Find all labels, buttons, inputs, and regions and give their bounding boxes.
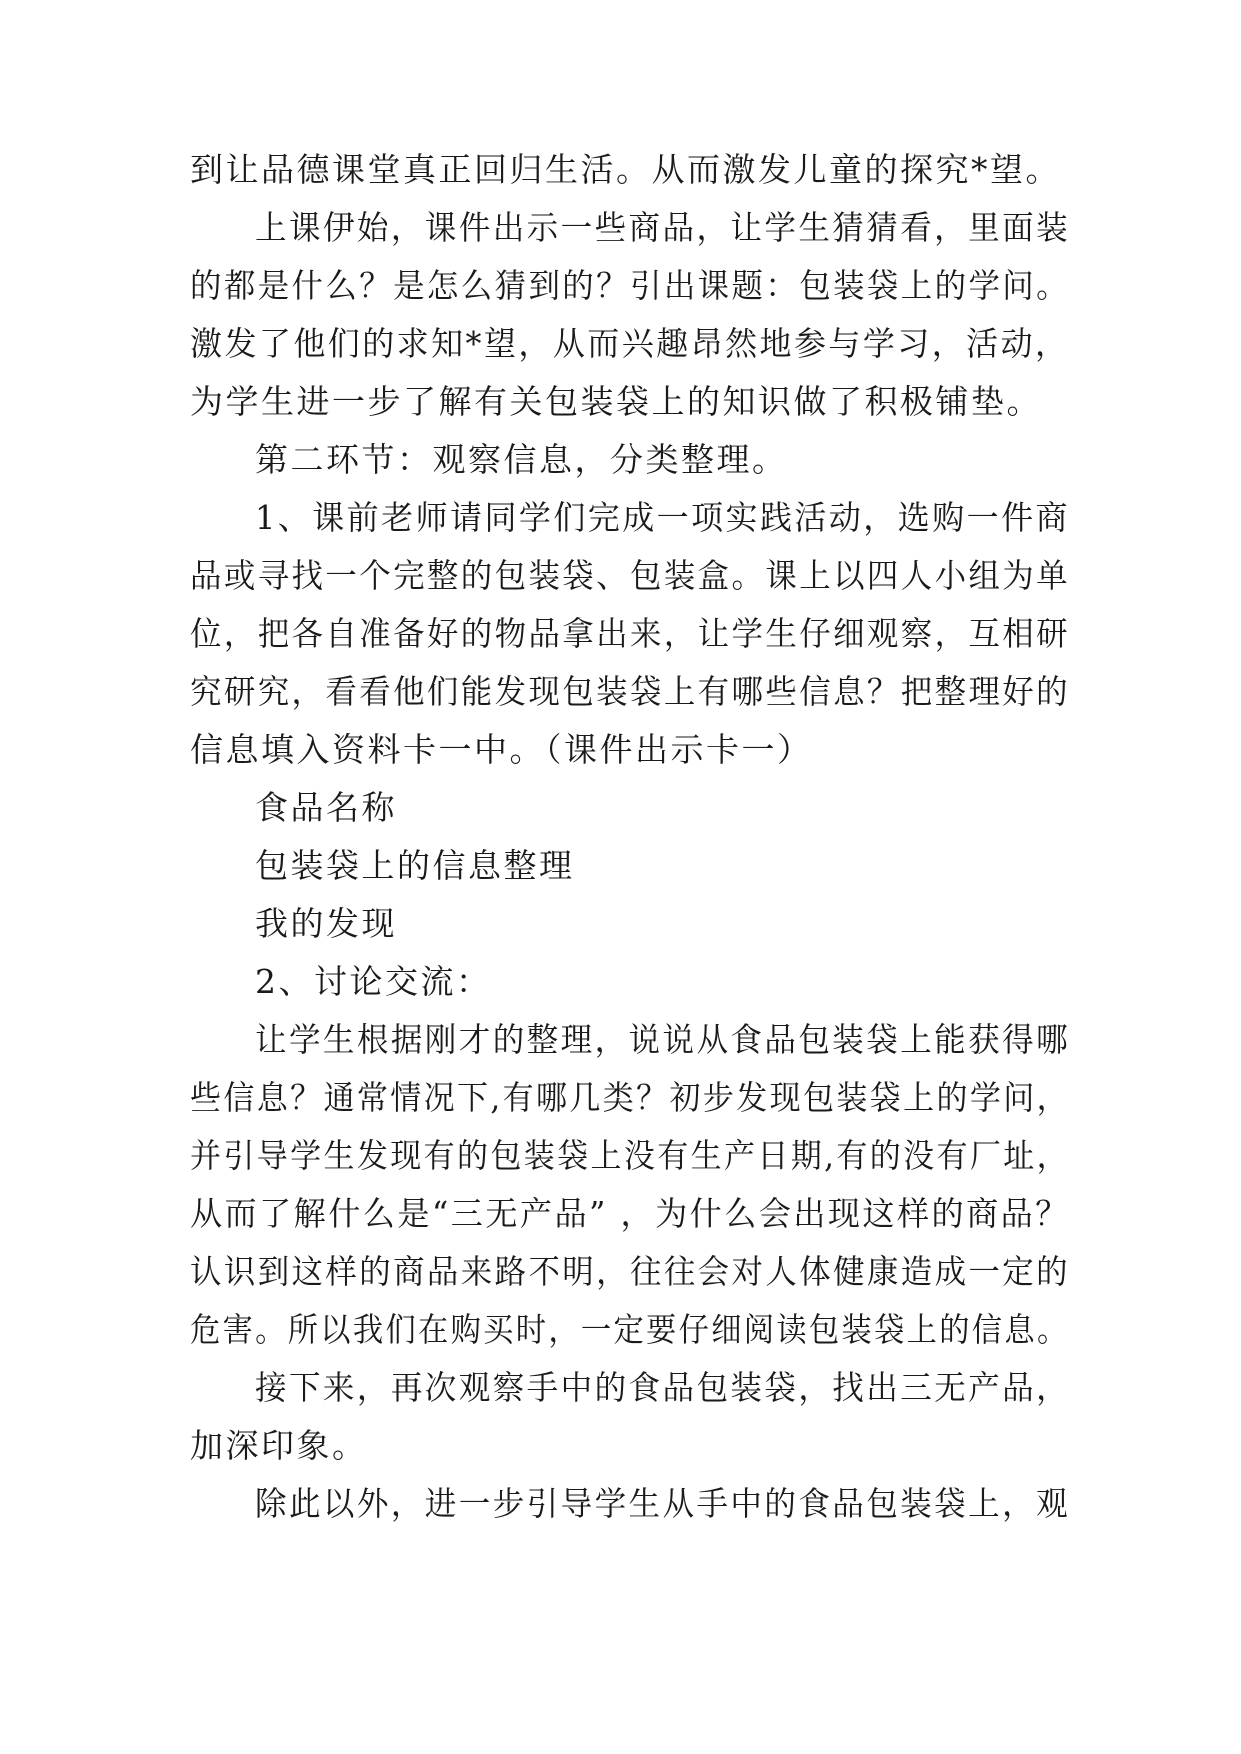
text-line: 让学生根据刚才的整理，说说从食品包装袋上能获得哪 bbox=[255, 1020, 1071, 1059]
text-line: 位，把各自准备好的物品拿出来，让学生仔细观察，互相研 bbox=[190, 614, 1070, 653]
text-line: 除此以外，进一步引导学生从手中的食品包装袋上，观 bbox=[255, 1484, 1071, 1523]
card-field-findings: 我的发现 bbox=[255, 904, 397, 943]
text-line: 信息填入资料卡一中。（课件出示卡一） bbox=[190, 730, 813, 769]
text-line: 到让品德课堂真正回归生活。从而激发儿童的探究*望。 bbox=[190, 150, 1061, 189]
text-line: 些信息？通常情况下,有哪几类？初步发现包装袋上的学问， bbox=[190, 1078, 1071, 1117]
text-line: 上课伊始，课件出示一些商品，让学生猜猜看，里面装 bbox=[255, 208, 1071, 247]
card-field-food-name: 食品名称 bbox=[255, 788, 397, 827]
text-line: 危害。所以我们在购买时，一定要仔细阅读包装袋上的信息。 bbox=[190, 1310, 1070, 1349]
text-line: 为学生进一步了解有关包装袋上的知识做了积极铺垫。 bbox=[190, 382, 1042, 421]
text-line: 1、课前老师请同学们完成一项实践活动，选购一件商 bbox=[255, 498, 1070, 537]
text-line: 认识到这样的商品来路不明，往往会对人体健康造成一定的 bbox=[190, 1252, 1070, 1291]
text-line: 从而了解什么是“三无产品” ，为什么会出现这样的商品？ bbox=[190, 1194, 1070, 1233]
section-heading: 第二环节：观察信息，分类整理。 bbox=[255, 440, 788, 479]
text-line: 2、讨论交流： bbox=[255, 962, 492, 1001]
text-line: 究研究，看看他们能发现包装袋上有哪些信息？把整理好的 bbox=[190, 672, 1070, 711]
text-line: 加深印象。 bbox=[190, 1426, 368, 1465]
text-line: 激发了他们的求知*望，从而兴趣昂然地参与学习，活动， bbox=[190, 324, 1070, 363]
text-line: 的都是什么？是怎么猜到的？引出课题：包装袋上的学问。 bbox=[190, 266, 1070, 305]
text-line: 品或寻找一个完整的包装袋、包装盒。课上以四人小组为单 bbox=[190, 556, 1070, 595]
card-field-info: 包装袋上的信息整理 bbox=[255, 846, 575, 885]
text-line: 接下来，再次观察手中的食品包装袋，找出三无产品， bbox=[255, 1368, 1071, 1407]
text-line: 并引导学生发现有的包装袋上没有生产日期,有的没有厂址， bbox=[190, 1136, 1071, 1175]
